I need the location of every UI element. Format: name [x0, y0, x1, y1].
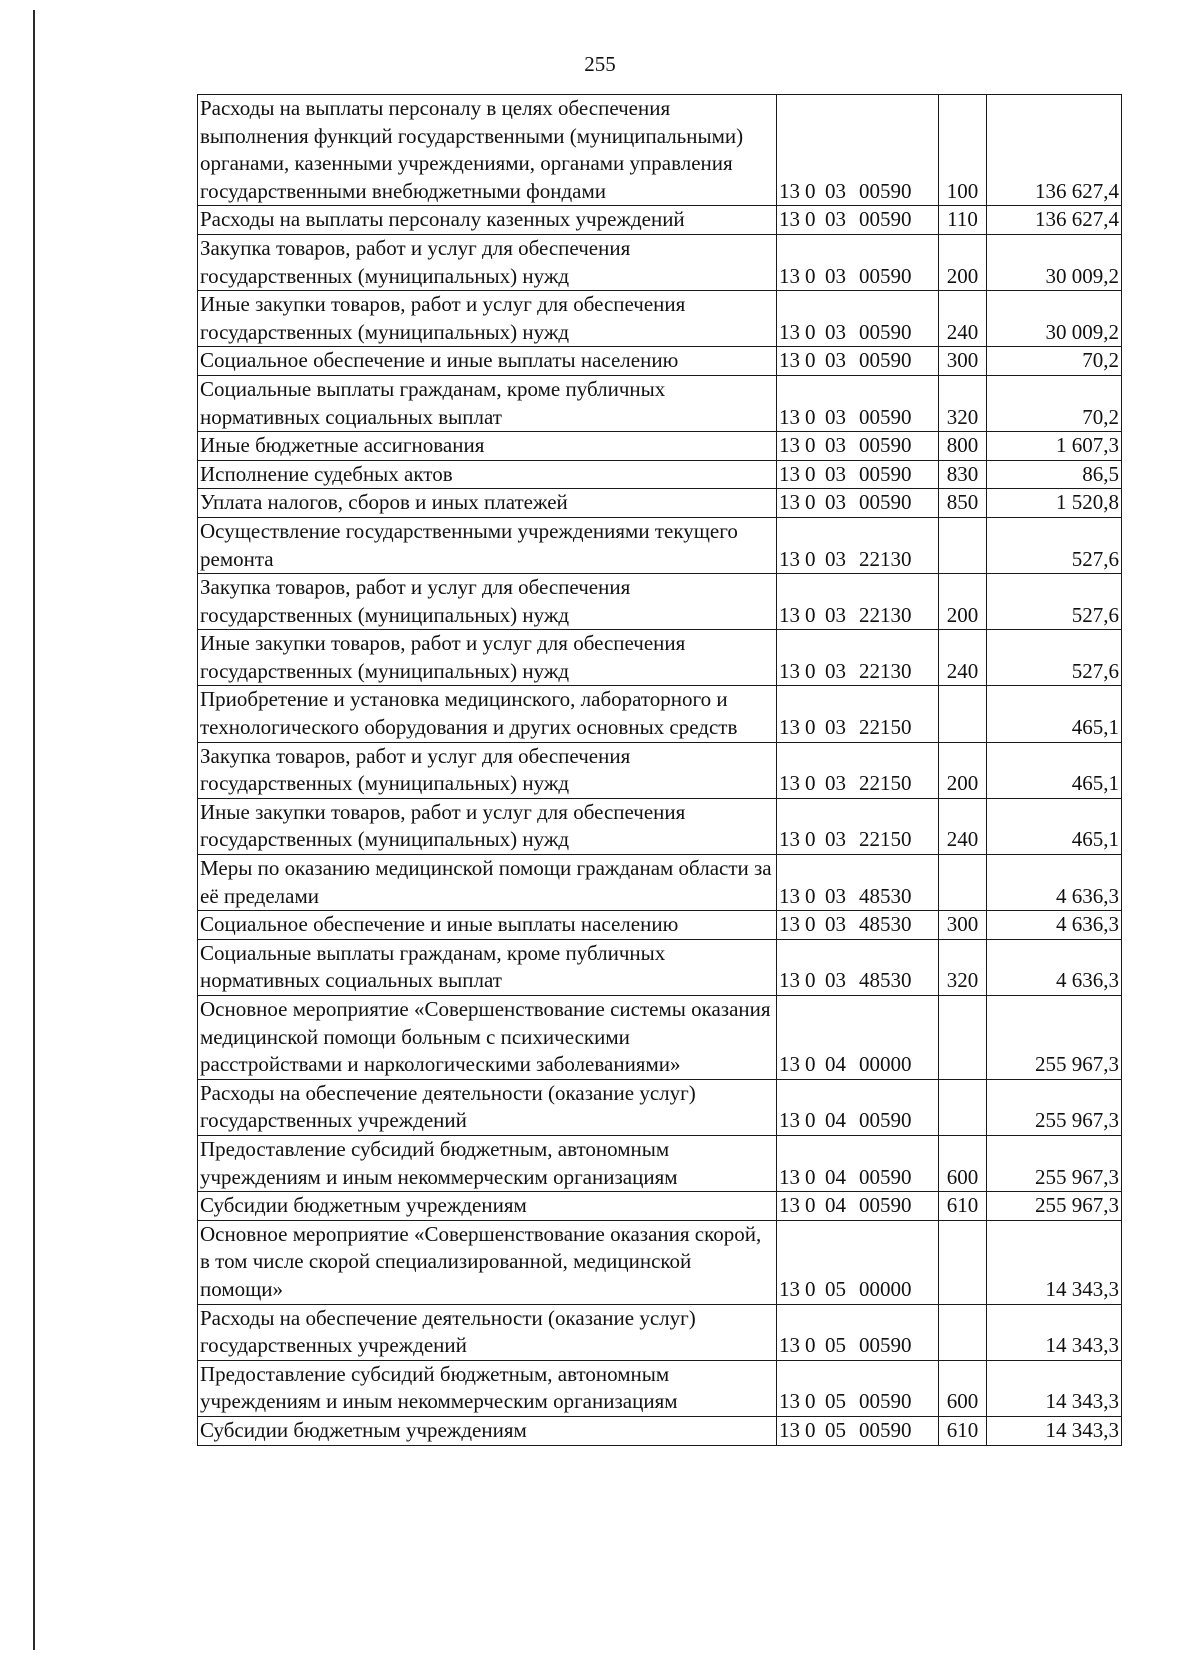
amount-cell: 465,1 [987, 798, 1122, 854]
code-part: 13 [779, 319, 800, 344]
target-article-code-cell [777, 375, 939, 431]
code-part: 13 [779, 1333, 800, 1358]
table-row [198, 855, 1122, 911]
table-row [198, 939, 1122, 995]
target-article-code-cell [777, 939, 939, 995]
code-part: 0 [805, 490, 816, 515]
expense-type-cell [939, 1220, 987, 1304]
code-part: 03 [825, 433, 846, 458]
code-part: 0 [805, 178, 816, 203]
expense-type-cell [939, 1304, 987, 1360]
amount-cell: 1 520,8 [987, 489, 1122, 518]
expense-type-cell: 600 [939, 1135, 987, 1191]
expense-type-cell: 200 [939, 742, 987, 798]
code-part: 04 [825, 1164, 846, 1189]
code-part: 05 [825, 1276, 846, 1301]
code-part: 13 [779, 263, 800, 288]
code-part: 22150 [859, 771, 912, 796]
code-part: 13 [779, 827, 800, 852]
code-part: 0 [805, 602, 816, 627]
expense-name-cell: Субсидии бюджетным учреждениям [198, 1192, 777, 1221]
code-part: 13 [779, 1164, 800, 1189]
table-row [198, 1416, 1122, 1445]
code-part: 13 [779, 490, 800, 515]
code-part: 0 [805, 319, 816, 344]
amount-cell: 465,1 [987, 686, 1122, 742]
expense-name-cell: Иные бюджетные ассигнования [198, 432, 777, 461]
amount-cell: 30 009,2 [987, 291, 1122, 347]
code-part: 13 [779, 602, 800, 627]
amount-cell: 255 967,3 [987, 996, 1122, 1080]
code-part: 13 [779, 1193, 800, 1218]
code-part: 13 [779, 968, 800, 993]
target-article-code-cell [777, 996, 939, 1080]
expense-name-cell: Осуществление государственными учреждениями текущего ремонта [198, 517, 777, 573]
code-part: 03 [825, 827, 846, 852]
code-part: 22130 [859, 658, 912, 683]
expense-name-cell: Социальные выплаты гражданам, кроме публичных нормативных социальных выплат [198, 939, 777, 995]
code-part: 13 [779, 658, 800, 683]
code-part: 13 [779, 461, 800, 486]
expense-name-cell: Меры по оказанию медицинской помощи гражданам области за её пределами [198, 855, 777, 911]
budget-table-body [198, 95, 1122, 1446]
expense-name-cell: Иные закупки товаров, работ и услуг для обеспечения государственных (муниципальных) нужд [198, 630, 777, 686]
expense-name-cell: Уплата налогов, сборов и иных платежей [198, 489, 777, 518]
amount-cell: 4 636,3 [987, 855, 1122, 911]
expense-type-cell: 320 [939, 375, 987, 431]
code-part: 0 [805, 715, 816, 740]
expense-name-cell: Расходы на обеспечение деятельности (оказание услуг) государственных учреждений [198, 1304, 777, 1360]
code-part: 03 [825, 602, 846, 627]
code-part: 0 [805, 968, 816, 993]
amount-cell: 255 967,3 [987, 1135, 1122, 1191]
target-article-code-cell [777, 347, 939, 376]
expense-type-cell: 240 [939, 630, 987, 686]
table-row [198, 1135, 1122, 1191]
expense-type-cell: 300 [939, 347, 987, 376]
expense-type-cell [939, 517, 987, 573]
expense-name-cell: Иные закупки товаров, работ и услуг для обеспечения государственных (муниципальных) нужд [198, 291, 777, 347]
expense-name-cell: Расходы на обеспечение деятельности (оказание услуг) государственных учреждений [198, 1079, 777, 1135]
amount-cell: 70,2 [987, 375, 1122, 431]
expense-name-cell: Иные закупки товаров, работ и услуг для обеспечения государственных (муниципальных) нужд [198, 798, 777, 854]
target-article-code-cell [777, 206, 939, 235]
amount-cell: 14 343,3 [987, 1360, 1122, 1416]
code-part: 0 [805, 433, 816, 458]
expense-name-cell: Исполнение судебных актов [198, 460, 777, 489]
table-row [198, 574, 1122, 630]
code-part: 00590 [859, 178, 912, 203]
code-part: 0 [805, 771, 816, 796]
table-row [198, 517, 1122, 573]
code-part: 0 [805, 1389, 816, 1414]
table-row [198, 291, 1122, 347]
code-part: 22150 [859, 827, 912, 852]
target-article-code-cell [777, 1079, 939, 1135]
code-part: 13 [779, 433, 800, 458]
code-part: 13 [779, 1276, 800, 1301]
amount-cell: 527,6 [987, 630, 1122, 686]
code-part: 0 [805, 404, 816, 429]
expense-name-cell: Приобретение и установка медицинского, лабораторного и технологического оборудования и других основных средств [198, 686, 777, 742]
target-article-code-cell [777, 574, 939, 630]
code-part: 03 [825, 912, 846, 937]
expense-type-cell: 100 [939, 95, 987, 206]
target-article-code-cell [777, 489, 939, 518]
target-article-code-cell [777, 432, 939, 461]
expense-name-cell: Социальные выплаты гражданам, кроме публичных нормативных социальных выплат [198, 375, 777, 431]
expense-type-cell: 800 [939, 432, 987, 461]
code-part: 00590 [859, 319, 912, 344]
expense-type-cell: 320 [939, 939, 987, 995]
table-row [198, 460, 1122, 489]
target-article-code-cell [777, 95, 939, 206]
target-article-code-cell [777, 517, 939, 573]
expense-name-cell: Расходы на выплаты персоналу казенных учреждений [198, 206, 777, 235]
code-part: 00590 [859, 461, 912, 486]
target-article-code-cell [777, 855, 939, 911]
code-part: 03 [825, 715, 846, 740]
target-article-code-cell [777, 234, 939, 290]
amount-cell: 86,5 [987, 460, 1122, 489]
target-article-code-cell [777, 798, 939, 854]
code-part: 0 [805, 1417, 816, 1442]
amount-cell: 136 627,4 [987, 206, 1122, 235]
code-part: 05 [825, 1333, 846, 1358]
code-part: 00590 [859, 404, 912, 429]
code-part: 13 [779, 1108, 800, 1133]
target-article-code-cell [777, 911, 939, 940]
code-part: 13 [779, 207, 800, 232]
table-row [198, 911, 1122, 940]
expense-type-cell: 200 [939, 574, 987, 630]
code-part: 00590 [859, 263, 912, 288]
target-article-code-cell [777, 1304, 939, 1360]
expense-type-cell: 610 [939, 1192, 987, 1221]
code-part: 00000 [859, 1276, 912, 1301]
expense-type-cell: 850 [939, 489, 987, 518]
code-part: 0 [805, 1193, 816, 1218]
target-article-code-cell [777, 1220, 939, 1304]
table-row [198, 630, 1122, 686]
code-part: 03 [825, 178, 846, 203]
code-part: 22150 [859, 715, 912, 740]
code-part: 00590 [859, 1108, 912, 1133]
amount-cell: 14 343,3 [987, 1304, 1122, 1360]
expense-name-cell: Основное мероприятие «Совершенствование оказания скорой, в том числе скорой специализированной, медицинской помощи» [198, 1220, 777, 1304]
expense-name-cell: Субсидии бюджетным учреждениям [198, 1416, 777, 1445]
expense-name-cell: Предоставление субсидий бюджетным, автономным учреждениям и иным некоммерческим организациям [198, 1135, 777, 1191]
code-part: 03 [825, 883, 846, 908]
target-article-code-cell [777, 460, 939, 489]
code-part: 13 [779, 715, 800, 740]
code-part: 00590 [859, 1333, 912, 1358]
code-part: 04 [825, 1108, 846, 1133]
code-part: 48530 [859, 912, 912, 937]
expense-type-cell [939, 1079, 987, 1135]
code-part: 13 [779, 546, 800, 571]
target-article-code-cell [777, 1360, 939, 1416]
code-part: 00590 [859, 207, 912, 232]
code-part: 48530 [859, 968, 912, 993]
code-part: 13 [779, 1052, 800, 1077]
code-part: 0 [805, 1333, 816, 1358]
table-row [198, 1360, 1122, 1416]
code-part: 0 [805, 827, 816, 852]
code-part: 13 [779, 912, 800, 937]
code-part: 13 [779, 1417, 800, 1442]
code-part: 0 [805, 883, 816, 908]
expense-type-cell: 610 [939, 1416, 987, 1445]
amount-cell: 527,6 [987, 517, 1122, 573]
amount-cell: 70,2 [987, 347, 1122, 376]
expense-type-cell: 110 [939, 206, 987, 235]
code-part: 0 [805, 658, 816, 683]
table-row [198, 489, 1122, 518]
expense-type-cell: 830 [939, 460, 987, 489]
code-part: 00590 [859, 490, 912, 515]
code-part: 0 [805, 1164, 816, 1189]
amount-cell: 1 607,3 [987, 432, 1122, 461]
code-part: 00590 [859, 1389, 912, 1414]
table-row [198, 798, 1122, 854]
code-part: 03 [825, 771, 846, 796]
code-part: 0 [805, 1276, 816, 1301]
code-part: 03 [825, 207, 846, 232]
amount-cell: 465,1 [987, 742, 1122, 798]
table-row [198, 206, 1122, 235]
code-part: 22130 [859, 546, 912, 571]
expense-type-cell: 300 [939, 911, 987, 940]
table-row [198, 234, 1122, 290]
amount-cell: 255 967,3 [987, 1079, 1122, 1135]
code-part: 13 [779, 883, 800, 908]
table-row [198, 996, 1122, 1080]
code-part: 03 [825, 404, 846, 429]
amount-cell: 30 009,2 [987, 234, 1122, 290]
amount-cell: 4 636,3 [987, 939, 1122, 995]
code-part: 13 [779, 1389, 800, 1414]
code-part: 0 [805, 1108, 816, 1133]
expense-type-cell: 200 [939, 234, 987, 290]
code-part: 03 [825, 490, 846, 515]
code-part: 13 [779, 178, 800, 203]
code-part: 0 [805, 546, 816, 571]
code-part: 03 [825, 319, 846, 344]
amount-cell: 255 967,3 [987, 1192, 1122, 1221]
code-part: 00590 [859, 1193, 912, 1218]
table-row [198, 1079, 1122, 1135]
code-part: 13 [779, 348, 800, 373]
table-row [198, 375, 1122, 431]
target-article-code-cell [777, 686, 939, 742]
target-article-code-cell [777, 742, 939, 798]
table-row [198, 95, 1122, 206]
target-article-code-cell [777, 630, 939, 686]
target-article-code-cell [777, 1135, 939, 1191]
expense-type-cell: 600 [939, 1360, 987, 1416]
amount-cell: 527,6 [987, 574, 1122, 630]
code-part: 04 [825, 1193, 846, 1218]
expense-name-cell: Социальное обеспечение и иные выплаты населению [198, 347, 777, 376]
code-part: 13 [779, 404, 800, 429]
code-part: 03 [825, 348, 846, 373]
code-part: 00000 [859, 1052, 912, 1077]
code-part: 05 [825, 1417, 846, 1442]
amount-cell: 4 636,3 [987, 911, 1122, 940]
expense-type-cell [939, 686, 987, 742]
amount-cell: 136 627,4 [987, 95, 1122, 206]
expense-name-cell: Расходы на выплаты персоналу в целях обеспечения выполнения функций государственными (муниципальными) органами, казенными учреждениями, органами управления государственными внебюджетными фондами [198, 95, 777, 206]
target-article-code-cell [777, 1416, 939, 1445]
table-row [198, 347, 1122, 376]
expense-type-cell [939, 855, 987, 911]
code-part: 0 [805, 912, 816, 937]
expense-name-cell: Закупка товаров, работ и услуг для обеспечения государственных (муниципальных) нужд [198, 234, 777, 290]
budget-table [197, 94, 1122, 1446]
expense-type-cell: 240 [939, 291, 987, 347]
table-row [198, 742, 1122, 798]
table-row [198, 1304, 1122, 1360]
code-part: 03 [825, 968, 846, 993]
code-part: 48530 [859, 883, 912, 908]
table-row [198, 432, 1122, 461]
code-part: 05 [825, 1389, 846, 1414]
code-part: 0 [805, 263, 816, 288]
code-part: 00590 [859, 1417, 912, 1442]
code-part: 0 [805, 1052, 816, 1077]
code-part: 00590 [859, 348, 912, 373]
code-part: 0 [805, 461, 816, 486]
code-part: 03 [825, 263, 846, 288]
target-article-code-cell [777, 291, 939, 347]
expense-name-cell: Закупка товаров, работ и услуг для обеспечения государственных (муниципальных) нужд [198, 574, 777, 630]
table-row [198, 1220, 1122, 1304]
code-part: 22130 [859, 602, 912, 627]
expense-name-cell: Предоставление субсидий бюджетным, автономным учреждениям и иным некоммерческим организациям [198, 1360, 777, 1416]
code-part: 04 [825, 1052, 846, 1077]
code-part: 03 [825, 658, 846, 683]
expense-name-cell: Социальное обеспечение и иные выплаты населению [198, 911, 777, 940]
code-part: 13 [779, 771, 800, 796]
scan-margin-line [33, 10, 35, 1650]
code-part: 03 [825, 461, 846, 486]
expense-type-cell: 240 [939, 798, 987, 854]
amount-cell: 14 343,3 [987, 1416, 1122, 1445]
expense-type-cell [939, 996, 987, 1080]
table-row [198, 1192, 1122, 1221]
code-part: 00590 [859, 1164, 912, 1189]
amount-cell: 14 343,3 [987, 1220, 1122, 1304]
code-part: 0 [805, 348, 816, 373]
page-number: 255 [584, 52, 616, 76]
code-part: 0 [805, 207, 816, 232]
table-row [198, 686, 1122, 742]
code-part: 00590 [859, 433, 912, 458]
expense-name-cell: Закупка товаров, работ и услуг для обеспечения государственных (муниципальных) нужд [198, 742, 777, 798]
code-part: 03 [825, 546, 846, 571]
target-article-code-cell [777, 1192, 939, 1221]
expense-name-cell: Основное мероприятие «Совершенствование системы оказания медицинской помощи больным с психическими расстройствами и наркологическими заболеваниями» [198, 996, 777, 1080]
